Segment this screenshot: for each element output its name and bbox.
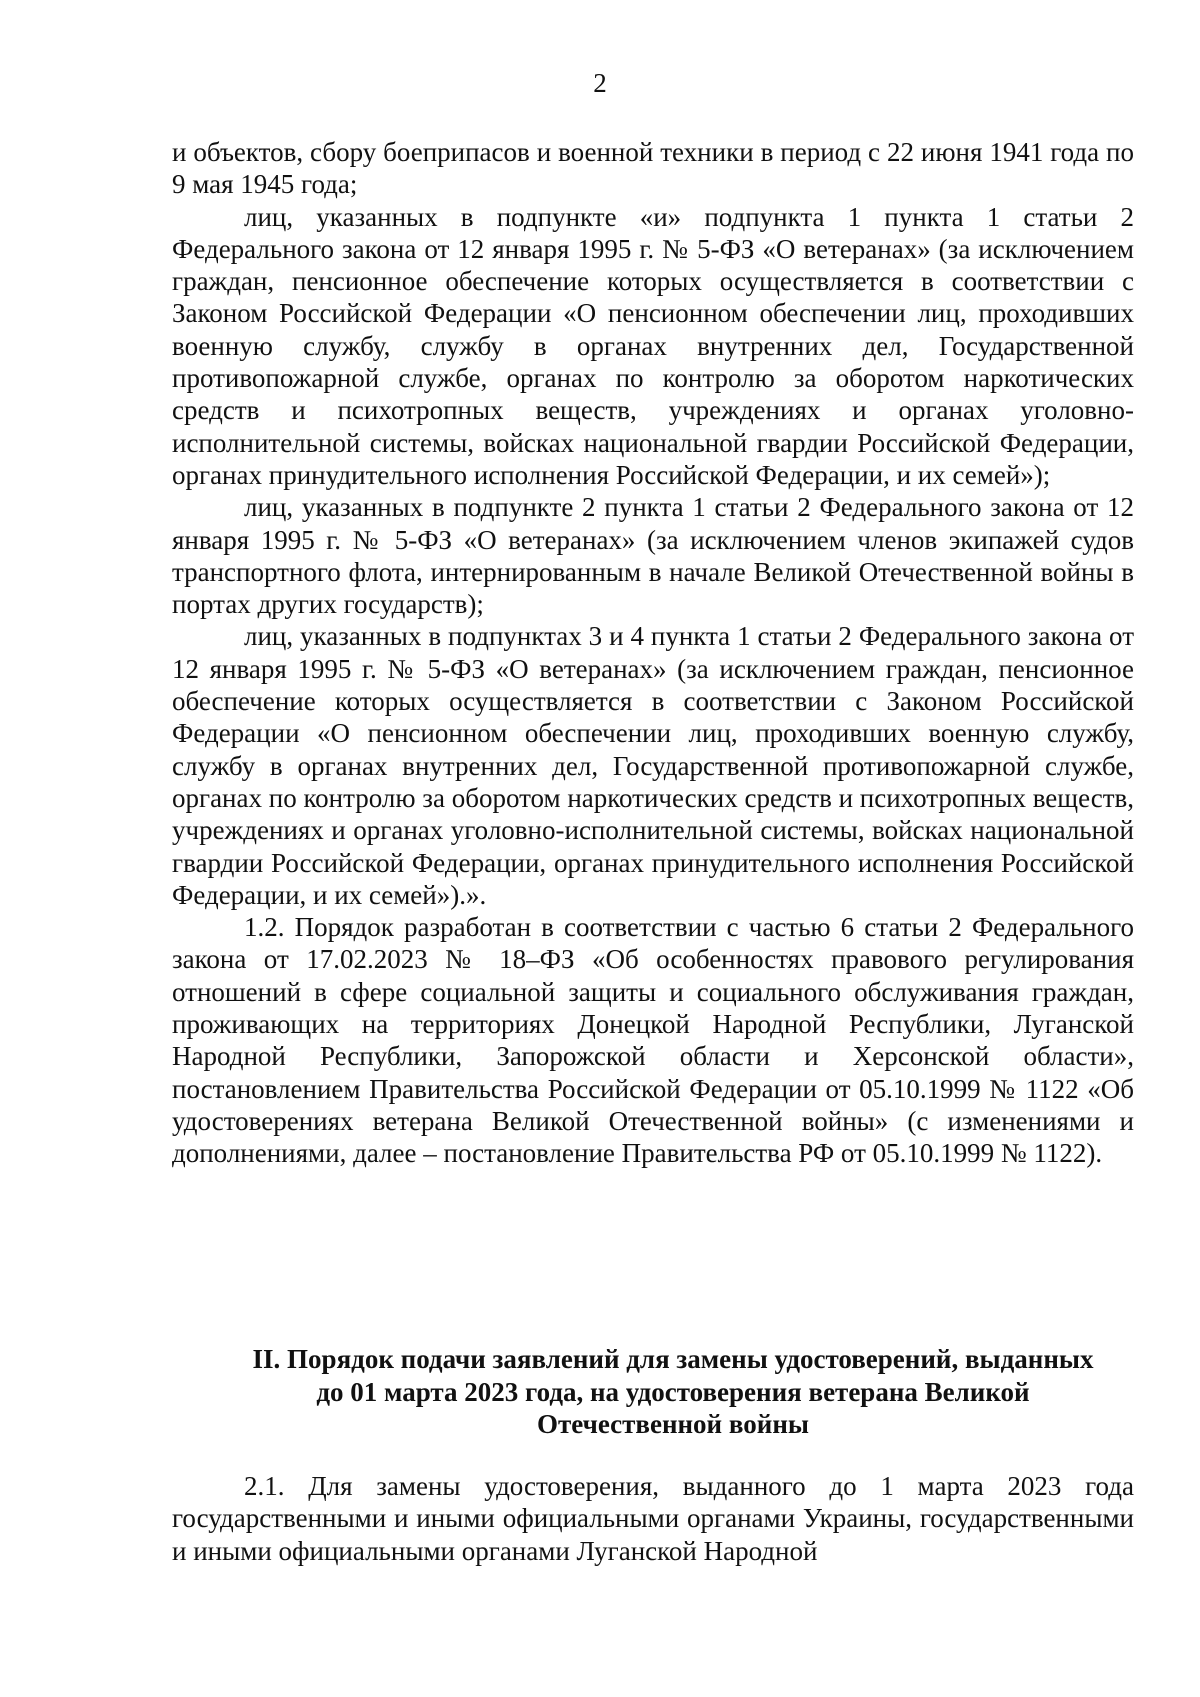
section-heading: [172, 1343, 1134, 1441]
document-body: [172, 136, 1134, 1170]
page-number: 2: [593, 68, 607, 98]
section-heading-line: Отечественной войны: [537, 1409, 809, 1439]
section-heading-line: до 01 марта 2023 года, на удостоверения ветерана Великой: [316, 1376, 1030, 1407]
paragraph-veterans-subitem-i: лиц, указанных в подпункте «и» подпункта 1 пункта 1 статьи 2 Федерального закона от 12 января 1995 г. № 5-ФЗ «О ветеранах» (за исключением граждан, пенсионное обеспечение которых осуществляется в соответствии с Законом Российской Федерации «О пенсионном обеспечении лиц, проходивших военную службу, службу в органах внутренних дел, Государственной противопожарной службе, органах по контролю за оборотом наркотических средств и психотропных веществ, учреждениях и органах уголовно-исполнительной системы, войсках национальной гвардии Российской Федерации, органах принудительного исполнения Российской Федерации, и их семей»);: [172, 201, 1134, 490]
paragraph-1-2: 1.2. Порядок разработан в соответствии с частью 6 статьи 2 Федерального закона от 17.02.2023 № 18–ФЗ «Об особенностях правового регулирования отношений в сфере социальной защиты и социального обслуживания граждан, проживающих на территориях Донецкой Народной Республики, Луганской Народной Республики, Запорожской области и Херсонской области», постановлением Правительства Российской Федерации от 05.10.1999 № 1122 «Об удостоверениях ветерана Великой Отечественной войны» (с изменениями и дополнениями, далее – постановление Правительства РФ от 05.10.1999 № 1122).: [172, 912, 1134, 1169]
section-heading-line: II. Порядок подачи заявлений для замены удостоверений, выданных: [252, 1344, 1094, 1374]
paragraph-continuation: и объектов, сбору боеприпасов и военной техники в период с 22 июня 1941 года по 9 мая 1945 года;: [172, 137, 1134, 200]
paragraph-veterans-subitem-2: лиц, указанных в подпункте 2 пункта 1 статьи 2 Федерального закона от 12 января 1995 г. № 5-ФЗ «О ветеранах» (за исключением членов экипажей судов транспортного флота, интернированным в начале Великой Отечественной войны в портах других государств);: [172, 492, 1134, 620]
paragraph-veterans-subitems-3-4: лиц, указанных в подпунктах 3 и 4 пункта 1 статьи 2 Федерального закона от 12 января 1995 г. № 5-ФЗ «О ветеранах» (за исключением граждан, пенсионное обеспечение которых осуществляется в соответствии с Законом Российской Федерации «О пенсионном обеспечении лиц, проходивших военную службу, службу в органах внутренних дел, Государственной противопожарной службе, органах по контролю за оборотом наркотических средств и психотропных веществ, учреждениях и органах уголовно-исполнительной системы, войсках национальной гвардии Российской Федерации, органах принудительного исполнения Российской Федерации, и их семей»).».: [172, 621, 1135, 910]
paragraph-2-1: 2.1. Для замены удостоверения, выданного до 1 марта 2023 года государственными и иными официальными органами Украины, государственными и иными официальными органами Луганской Народной: [172, 1471, 1134, 1566]
section-body: [172, 1470, 1134, 1567]
